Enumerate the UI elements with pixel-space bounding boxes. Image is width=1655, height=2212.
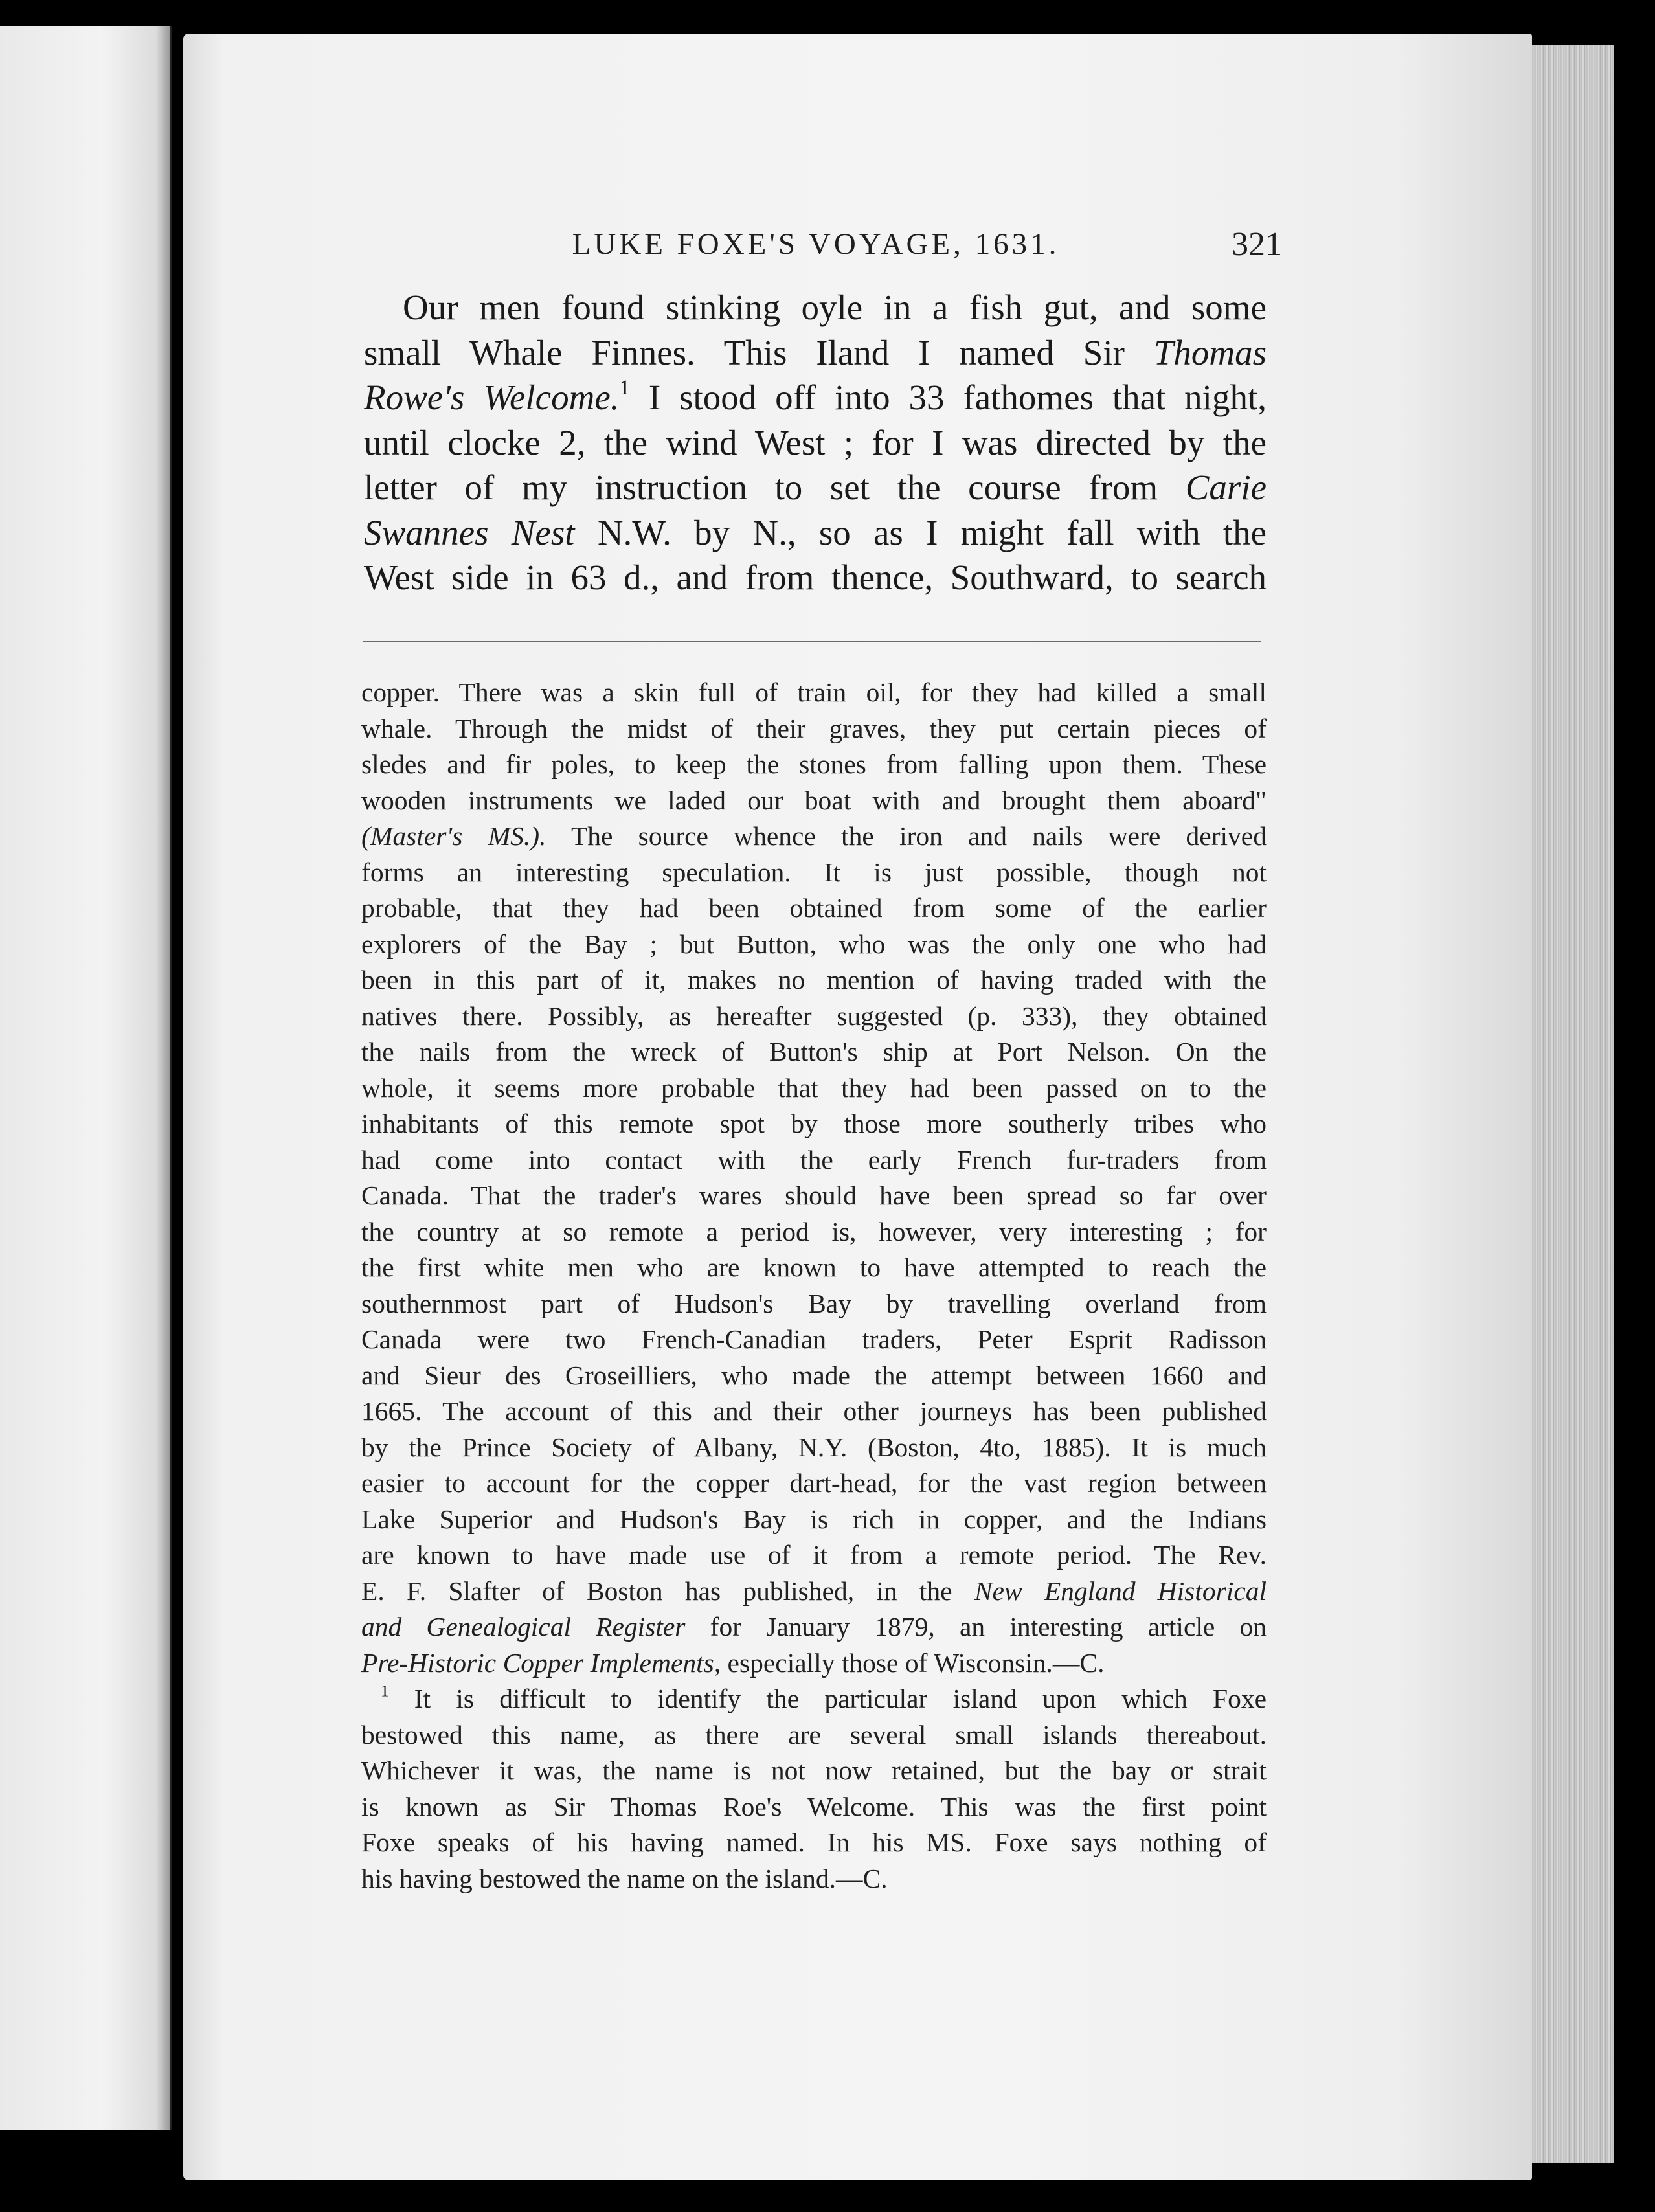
footnote-line: Pre-Historic Copper Implements, especially those of Wisconsin.—C. <box>361 1647 1105 1678</box>
footnote-line: are known to have made use of it from a remote period. The Rev. <box>361 1540 1267 1570</box>
page-edges <box>1522 45 1614 2163</box>
page-number: 321 <box>1232 226 1282 263</box>
footnote-line: E. F. Slafter of Boston has published, in the New England Historical <box>361 1575 1267 1606</box>
footnote-line: natives there. Possibly, as hereafter suggested (p. 333), they obtained <box>361 1000 1267 1031</box>
footnote-line: inhabitants of this remote spot by those more southerly tribes who <box>361 1109 1267 1138</box>
footnote-line: been in this part of it, makes no mention of having traded with the <box>361 965 1267 995</box>
footnote-line: probable, that they had been obtained from some of the earlier <box>361 893 1267 923</box>
footnote-line: and Sieur des Groseilliers, who made the attempt between 1660 and <box>361 1360 1267 1390</box>
footnote-line: whale. Through the midst of their graves, they put certain pieces of <box>361 713 1267 743</box>
footnote-line: the first white men who are known to have attempted to reach the <box>361 1252 1267 1282</box>
footnote-line: copper. There was a skin full of train oil, for they had killed a small <box>361 677 1267 707</box>
footnote-line: and Genealogical Register for January 1879, an interesting article on <box>361 1612 1267 1642</box>
footnote-line: whole, it seems more probable that they had been passed on to the <box>361 1072 1267 1103</box>
footnote-line: his having bestowed the name on the island.—C. <box>361 1863 888 1893</box>
text-line: West side in 63 d., and from thence, Southward, to search <box>364 558 1267 597</box>
footnote-line: had come into contact with the early French fur-traders from <box>361 1144 1267 1175</box>
footnote-line: easier to account for the copper dart-head, for the vast region between <box>361 1468 1267 1498</box>
footnote-line: Whichever it was, the name is not now retained, but the bay or strait <box>361 1755 1267 1785</box>
footnote-line: 1665. The account of this and their other journeys has been published <box>361 1396 1267 1426</box>
footnote-line: Canada. That the trader's wares should have been spread so far over <box>361 1180 1267 1210</box>
text-line: Rowe's Welcome.$^1$ I stood off into 33 fathomes that night, <box>364 376 1267 417</box>
left-facing-page <box>0 26 172 2130</box>
main-text <box>364 285 1267 600</box>
footnote-line: forms an interesting speculation. It is just possible, though not <box>361 857 1267 887</box>
footnote-line: $^1$ It is difficult to identify the particular island upon which Foxe <box>381 1682 1267 1713</box>
text-line: until clocke 2, the wind West ; for I was directed by the <box>364 422 1267 462</box>
footnote-line: southernmost part of Hudson's Bay by travelling overland from <box>361 1288 1267 1318</box>
footnote-line: Canada were two French-Canadian traders, Peter Esprit Radisson <box>361 1324 1267 1354</box>
footnote-marker: 1 <box>381 1682 389 1700</box>
footnotes <box>361 675 1267 1897</box>
footnote-line: sledes and fir poles, to keep the stones from falling upon them. These <box>361 749 1267 779</box>
running-head: LUKE FOXE'S VOYAGE, 1631. <box>572 227 1060 261</box>
footnote-divider <box>363 641 1261 642</box>
text-line: Swannes Nest N.W. by N., so as I might fall with the <box>364 512 1267 552</box>
footnote-ref: 1 <box>619 376 630 400</box>
footnote-line: the nails from the wreck of Button's ship at Port Nelson. On the <box>361 1037 1267 1066</box>
footnote-line: (Master's MS.). The source whence the iron and nails were derived <box>361 821 1267 851</box>
footnote-line: by the Prince Society of Albany, N.Y. (Boston, 4to, 1885). It is much <box>361 1432 1267 1462</box>
footnote-line: is known as Sir Thomas Roe's Welcome. This was the first point <box>361 1791 1267 1822</box>
footnote-line: explorers of the Bay ; but Button, who was the only one who had <box>361 929 1267 959</box>
footnote-line: bestowed this name, as there are several small islands thereabout. <box>361 1719 1267 1750</box>
text-line: small Whale Finnes. This Iland I named Sir Thomas <box>364 332 1267 372</box>
footnote-line: Lake Superior and Hudson's Bay is rich in copper, and the Indians <box>361 1504 1267 1534</box>
text-line: Our men found stinking oyle in a fish gut, and some <box>403 288 1267 327</box>
footnote-line: wooden instruments we laded our boat with and brought them aboard" <box>361 785 1267 815</box>
text-line: letter of my instruction to set the course from Carie <box>364 468 1267 507</box>
footnote-line: Foxe speaks of his having named. In his MS. Foxe says nothing of <box>361 1827 1267 1857</box>
footnote-line: the country at so remote a period is, however, very interesting ; for <box>361 1216 1267 1247</box>
